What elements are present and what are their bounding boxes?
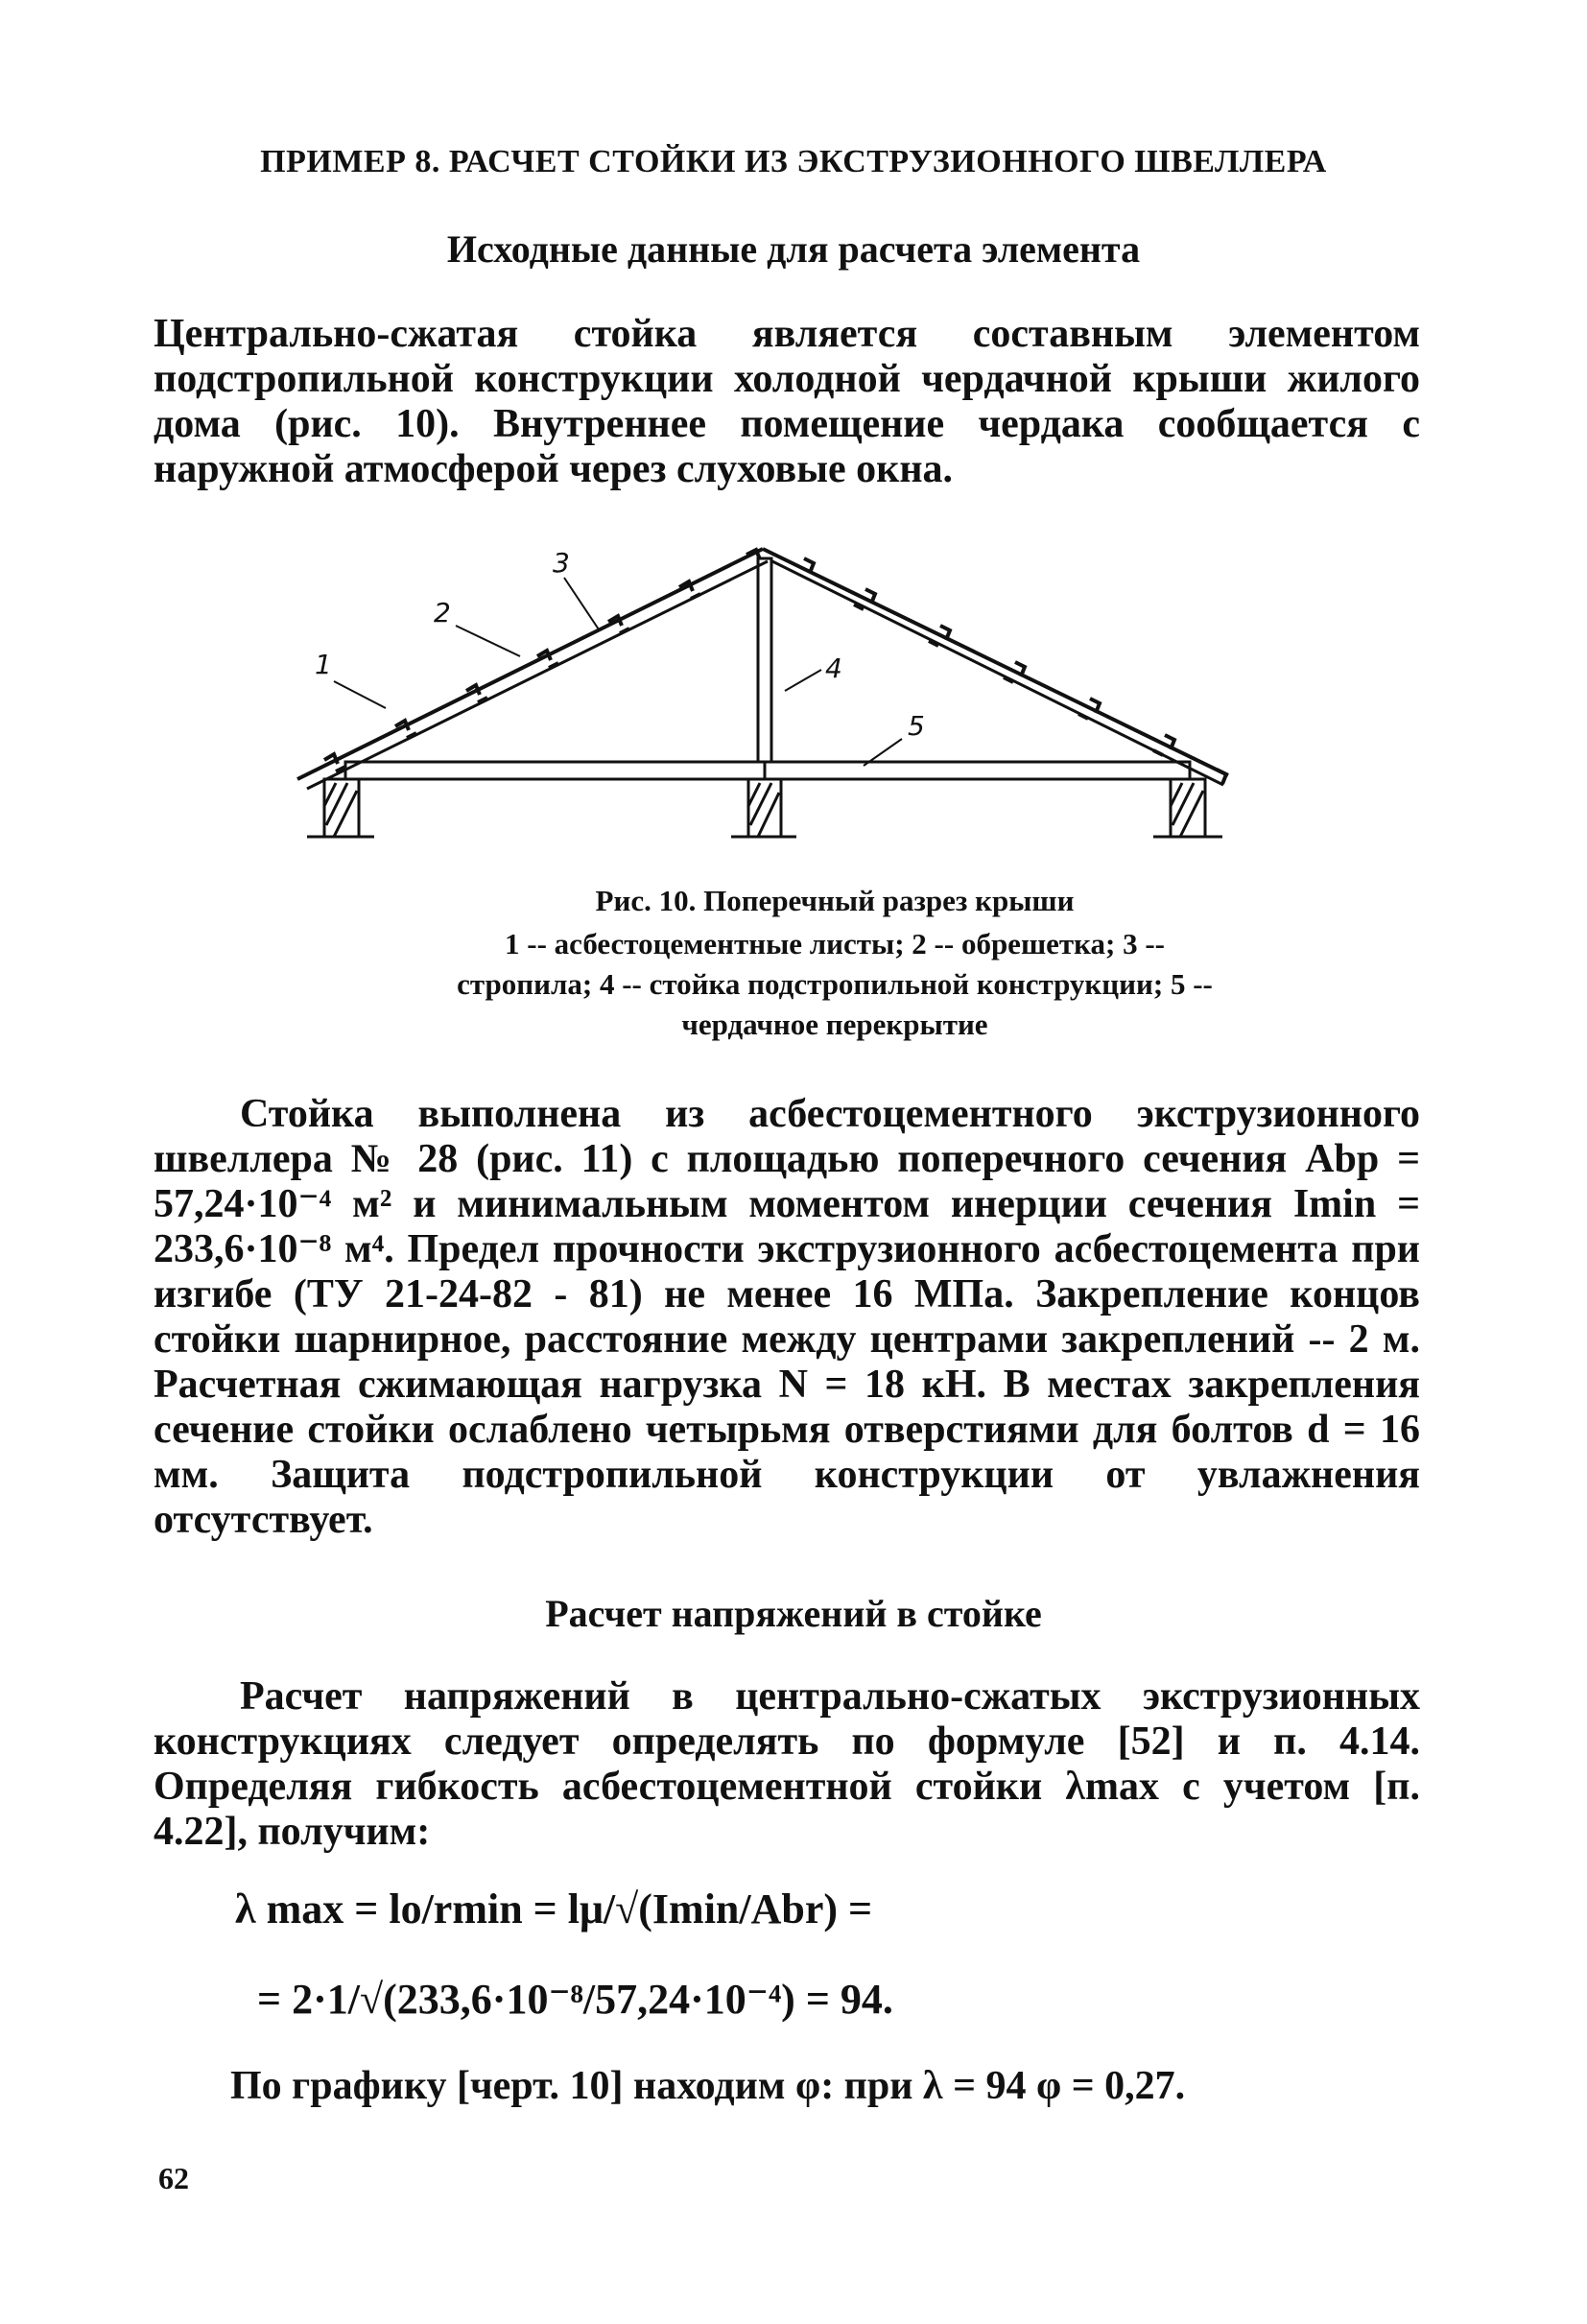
callout-5-label: 5 <box>908 710 925 742</box>
callout-1-label: 1 <box>315 649 332 680</box>
callout-2-label: 2 <box>434 597 451 628</box>
section-title-initial-data: Исходные данные для расчета элемента <box>446 227 1141 271</box>
page-number: 62 <box>158 2161 189 2195</box>
figure-caption-title: Рис. 10. Поперечный разрез крыши <box>595 884 1075 917</box>
section-title-stress-calculation: Расчет напряжений в стойке <box>545 1592 1042 1635</box>
formula-slenderness-line2: = 2·1/√(233,6·10⁻⁸/57,24·10⁻⁴) = 94. <box>257 1976 893 2023</box>
roof-cross-section-figure <box>278 537 1257 844</box>
callout-3-label: 3 <box>553 547 570 579</box>
wall-supports <box>307 779 1222 837</box>
formula-slenderness-line1: λ max = lo/rmin = lμ/√(Imin/Abr) = <box>235 1885 873 1933</box>
figure-caption-legend: 1 -- асбестоцементные листы; 2 -- обрешетка; 3 -- стропила; 4 -- стойка подстропильной конструкции; 5 -- чердачное перекрытие <box>457 927 1213 1041</box>
result-line: По графику [черт. 10] находим φ: при λ = 94 φ = 0,27. <box>230 2064 1186 2108</box>
attic-floor-beam <box>345 762 1190 779</box>
callout-4-label: 4 <box>825 652 842 684</box>
input-data-paragraph: Стойка выполнена из асбестоцементного экструзионного швеллера № 28 (рис. 11) с площадью поперечного сечения Abp = 57,24·10⁻⁴ м² и минимальным моментом инерции сечения Imin = 233,6·10⁻⁸ м⁴. Предел прочности экструзионного асбестоцемента при изгибе (ТУ 21-24-82 - 81) не менее 16 МПа. Закрепление концов стойки шарнирное, расстояние между центрами закреплений -- 2 м. Расчетная сжимающая нагрузка N = 18 кН. В местах закрепления сечение стойки ослаблено четырьмя отверстиями для болтов d = 16 мм. Защита подстропильной конструкции от увлажнения отсутствует. <box>154 1092 1420 1542</box>
calculation-paragraph: Расчет напряжений в центрально-сжатых экструзионных конструкциях следует определять по формуле [52] и п. 4.14. Определяя гибкость асбестоцементной стойки λmax с учетом [п. 4.22], получим: <box>154 1674 1420 1854</box>
intro-paragraph: Центрально-сжатая стойка является составным элементом подстропильной конструкции холодной чердачной крыши жилого дома (рис. 10). Внутреннее помещение чердака сообщается с наружной атмосферой через слуховые окна. <box>154 312 1420 491</box>
king-post <box>758 558 771 762</box>
left-rafter-outer <box>297 549 763 779</box>
example-heading: ПРИМЕР 8. РАСЧЕТ СТОЙКИ ИЗ ЭКСТРУЗИОННОГО ШВЕЛЛЕРА <box>260 144 1327 179</box>
roof-sheathing-elements <box>324 550 1226 784</box>
